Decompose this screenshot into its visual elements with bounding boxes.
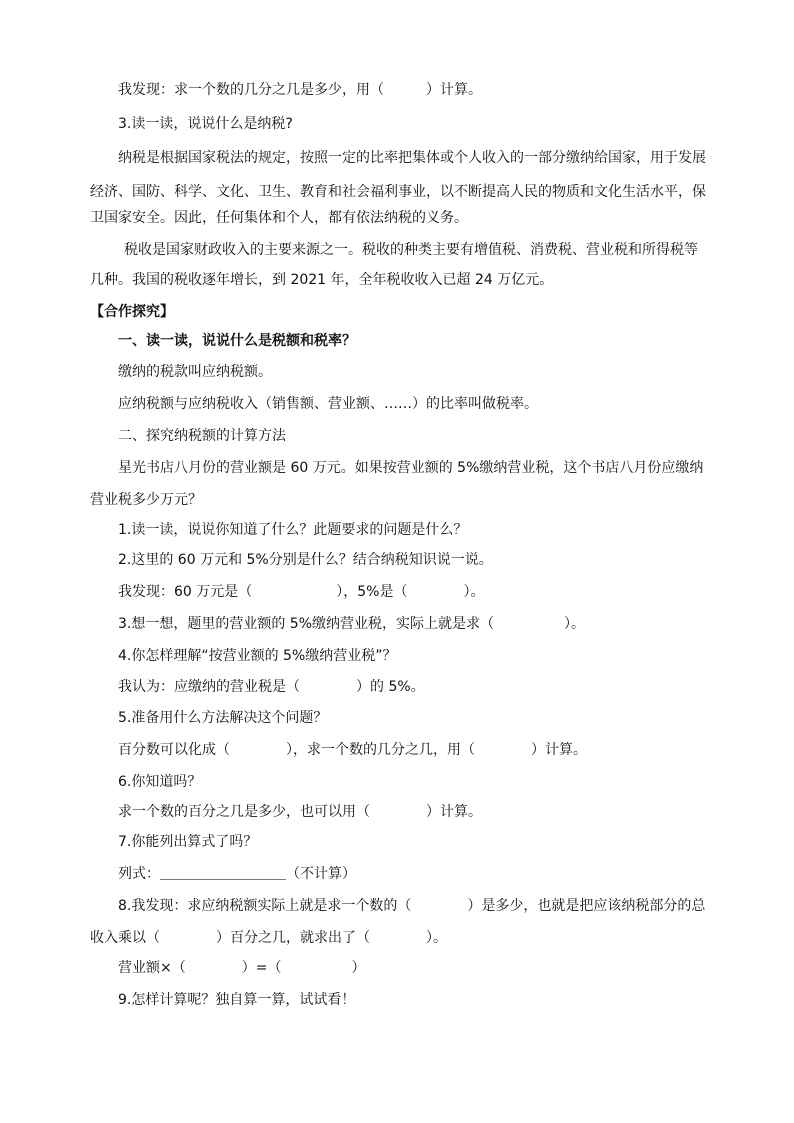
question-1: 1.读一读，说说你知道了什么？此题要求的问题是什么？ bbox=[118, 522, 468, 538]
question-3-heading: 3.读一读，说说什么是纳税? bbox=[118, 116, 293, 132]
question-8-line-1: 8.我发现：求应纳税额实际上就是求一个数的（ ）是多少，也就是把应该纳税部分的总 bbox=[118, 898, 706, 914]
text-line-discovery-fraction: 我发现：求一个数的几分之几是多少，用（ ）计算。 bbox=[118, 82, 482, 98]
percent-conversion-line: 百分数可以化成（ ），求一个数的几分之几，用（ ）计算。 bbox=[118, 742, 587, 758]
tax-definition-line-1: 纳税是根据国家税法的规定，按照一定的比率把集体或个人收入的一部分缴纳给国家，用于发展 bbox=[118, 150, 706, 166]
question-3: 3.想一想，题里的营业额的 5%缴纳营业税，实际上就是求（ ）。 bbox=[118, 616, 586, 632]
percent-of-number-line: 求一个数的百分之几是多少，也可以用（ ）计算。 bbox=[118, 804, 482, 820]
section-heading-cooperative-inquiry: 【合作探究】 bbox=[90, 304, 174, 320]
part-two-heading: 二、探究纳税额的计算方法 bbox=[118, 428, 286, 444]
problem-statement-line-1: 星光书店八月份的营业额是 60 万元。如果按营业额的 5%缴纳营业税，这个书店八月份应缴纳 bbox=[118, 460, 704, 476]
question-2: 2.这里的 60 万元和 5%分别是什么？结合纳税知识说一说。 bbox=[118, 552, 493, 568]
revenue-times-rate-line: 营业额×（ ）=（ ） bbox=[118, 960, 366, 976]
discovery-60-and-5-percent: 我发现：60 万元是（ ），5%是（ ）。 bbox=[118, 584, 485, 600]
tax-definition-line-2: 经济、国防、科学、文化、卫生、教育和社会福利事业，以不断提高人民的物质和文化生活水平，保 bbox=[90, 184, 706, 200]
question-9: 9.怎样计算呢？独自算一算，试试看！ bbox=[118, 992, 356, 1008]
tax-rate-definition: 应纳税额与应纳税收入（销售额、营业额、……）的比率叫做税率。 bbox=[118, 396, 538, 412]
question-5: 5.准备用什么方法解决这个问题？ bbox=[118, 710, 328, 726]
tax-definition-line-3: 卫国家安全。因此，任何集体和个人，都有依法纳税的义务。 bbox=[90, 210, 468, 226]
part-one-heading: 一、读一读，说说什么是税额和税率？ bbox=[118, 333, 356, 349]
question-4: 4.你怎样理解“按营业额的 5%缴纳营业税”？ bbox=[118, 648, 397, 664]
question-8-line-2: 收入乘以（ ）百分之几，就求出了（ ）。 bbox=[90, 930, 447, 946]
question-6: 6.你知道吗？ bbox=[118, 774, 202, 790]
formula-line: 列式：＿＿＿＿＿＿＿＿＿（不计算） bbox=[118, 866, 356, 882]
my-understanding-line: 我认为：应缴纳的营业税是（ ）的 5%。 bbox=[118, 679, 425, 695]
tax-amount-definition: 缴纳的税款叫应纳税额。 bbox=[118, 364, 272, 380]
question-7: 7.你能列出算式了吗？ bbox=[118, 834, 258, 850]
tax-revenue-line-1: 税收是国家财政收入的主要来源之一。税收的种类主要有增值税、消费税、营业税和所得税等 bbox=[124, 242, 698, 258]
tax-revenue-line-2: 几种。我国的税收逐年增长，到 2021 年，全年税收收入已超 24 万亿元。 bbox=[90, 272, 554, 288]
problem-statement-line-2: 营业税多少万元？ bbox=[90, 492, 202, 508]
